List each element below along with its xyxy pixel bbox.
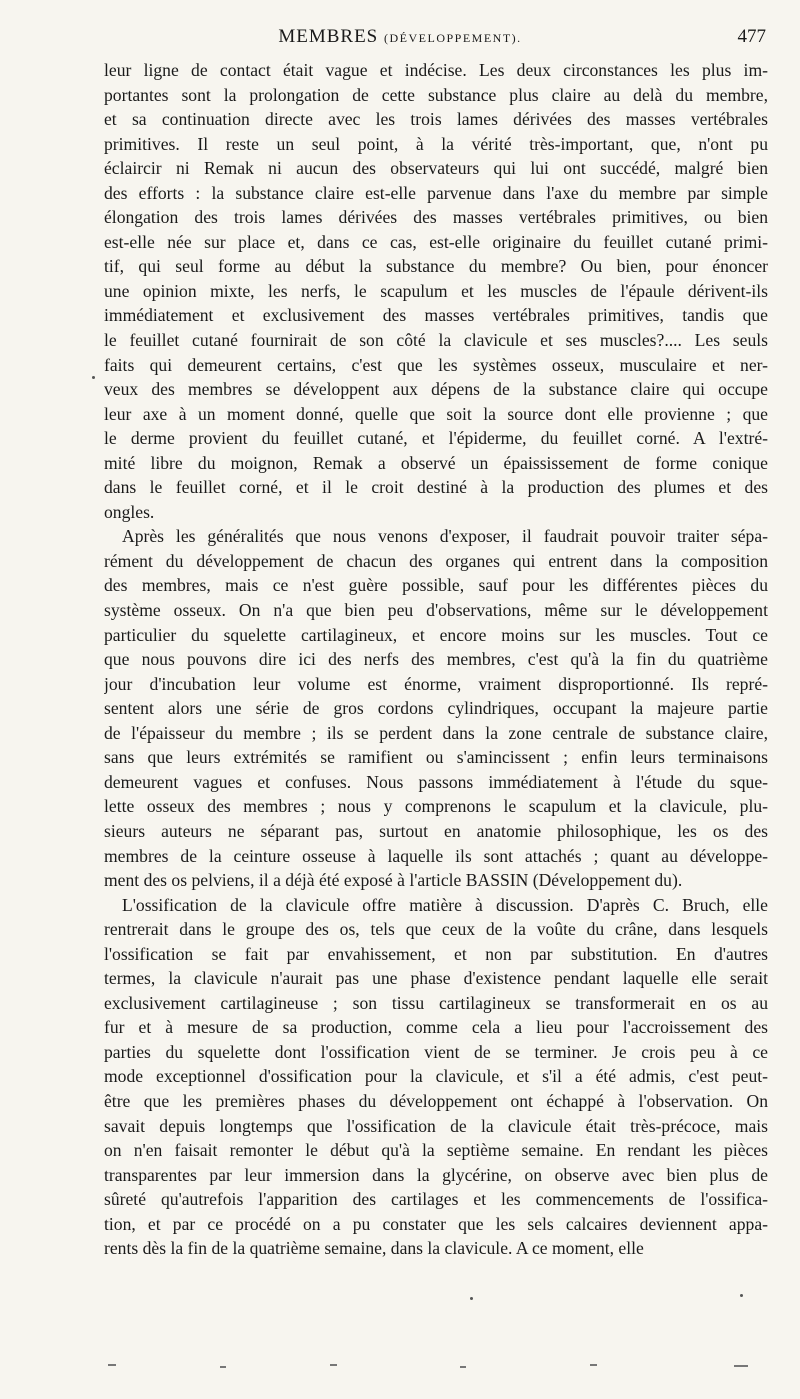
text-line: exclusivement cartilagineuse ; son tissu cartilagineux se transformerait en os au <box>104 992 768 1013</box>
text-line: savait depuis longtemps que l'ossification de la clavicule était très-précoce, mais <box>104 1115 768 1136</box>
text-line: est-elle née sur place et, dans ce cas, est-elle originaire du feuillet cutané primi- <box>104 231 768 252</box>
text-line: on n'en faisait remonter le début qu'à la septième semaine. En rendant les pièces <box>104 1140 768 1161</box>
text-line: tion, et par ce procédé on a pu constater que les sels calcaires deviennent appa- <box>104 1213 768 1234</box>
text-line: membres de la ceinture osseuse à laquelle ils sont attachés ; quant au développe- <box>104 845 768 866</box>
print-speck <box>470 1297 473 1300</box>
text-line: mité libre du moignon, Remak a observé un épaississement de forme conique <box>104 452 768 473</box>
page-number: 477 <box>737 26 766 47</box>
text-line: rents dès la fin de la quatrième semaine, dans la clavicule. A ce moment, elle <box>104 1238 644 1259</box>
text-line: particulier du squelette cartilagineux, et encore moins sur les muscles. Tout ce <box>104 624 768 645</box>
text-line: dans le feuillet corné, et il le croit destiné à la production des plumes et des <box>104 477 768 498</box>
text-line: faits qui demeurent certains, c'est que les systèmes osseux, musculaire et ner- <box>104 354 768 375</box>
running-title-sub: (DÉVELOPPEMENT). <box>384 31 522 45</box>
running-title-main: MEMBRES <box>278 26 379 47</box>
text-line: sûreté qu'autrefois l'apparition des cartilages et les commencements de l'ossifica- <box>104 1189 768 1210</box>
print-speck <box>460 1366 466 1368</box>
text-line: portantes sont la prolongation de cette substance plus claire au delà du membre, <box>104 84 768 105</box>
text-line: ment des os pelviens, il a déjà été exposé à l'article BASSIN (Développement du). <box>104 870 683 891</box>
text-line: termes, la clavicule n'aurait pas une phase d'existence pendant laquelle elle serait <box>104 968 768 989</box>
print-speck <box>330 1364 337 1366</box>
text-line: élongation des trois lames dérivées des masses vertébrales primitives, ou bien <box>104 207 768 228</box>
text-line: des membres, mais ce n'est guère possible, sauf pour les différentes pièces du <box>104 575 768 596</box>
text-line: lette osseux des membres ; nous y comprenons le scapulum et la clavicule, plu- <box>104 796 768 817</box>
text-line: et sa continuation directe avec les trois lames dérivées des masses vertébrales <box>104 109 768 130</box>
text-line: sieurs auteurs ne séparant pas, surtout en anatomie philosophique, les os des <box>104 820 768 841</box>
running-header <box>0 26 800 52</box>
text-line: l'ossification se fait par envahissement, et non par substitution. En d'autres <box>104 943 768 964</box>
text-line: une opinion mixte, les nerfs, le scapulum et les muscles de l'épaule dérivent-ils <box>104 280 768 301</box>
text-line: demeurent vagues et confuses. Nous passons immédiatement à l'étude du sque- <box>104 771 768 792</box>
running-title <box>0 26 800 48</box>
text-line: immédiatement et exclusivement des masses vertébrales primitives, tandis que <box>104 305 768 326</box>
text-line: être que les premières phases du développement ont échappé à l'observation. On <box>104 1090 768 1111</box>
text-line: transparentes par leur immersion dans la glycérine, on observe avec bien plus de <box>104 1164 768 1185</box>
text-line: que nous pouvons dire ici des nerfs des membres, c'est qu'à la fin du quatrième <box>104 649 768 670</box>
print-speck <box>92 376 95 379</box>
text-line: Après les généralités que nous venons d'exposer, il faudrait pouvoir traiter sépa- <box>122 526 768 547</box>
text-line: jour d'incubation leur volume est énorme, vraiment disproportionné. Ils repré- <box>104 673 768 694</box>
text-line: rément du développement de chacun des organes qui entrent dans la composition <box>104 550 768 571</box>
text-line: le derme provient du feuillet cutané, et l'épiderme, du feuillet corné. A l'extré- <box>104 428 768 449</box>
body-text <box>104 58 768 1261</box>
text-line: leur ligne de contact était vague et indécise. Les deux circonstances les plus im- <box>104 60 768 80</box>
text-line: le feuillet cutané fournirait de son côté la clavicule et ses muscles?.... Les seuls <box>104 330 768 351</box>
text-line: ongles. <box>104 501 155 522</box>
print-speck <box>220 1366 226 1368</box>
text-line: tif, qui seul forme au début la substance du membre? Ou bien, pour énoncer <box>104 256 768 277</box>
text-line: leur axe à un moment donné, quelle que soit la source dont elle provienne ; que <box>104 403 768 424</box>
text-line: des efforts : la substance claire est-elle parvenue dans l'axe du membre par simple <box>104 182 768 203</box>
text-line: rentrerait dans le groupe des os, tels que ceux de la voûte du crâne, dans lesquels <box>104 919 768 940</box>
print-speck <box>734 1365 748 1367</box>
text-line: éclaircir ni Remak ni aucun des observateurs qui lui ont succédé, malgré bien <box>104 158 768 179</box>
text-line: système osseux. On n'a que bien peu d'observations, même sur le développement <box>104 600 768 621</box>
print-speck <box>590 1364 597 1366</box>
text-line: L'ossification de la clavicule offre matière à discussion. D'après C. Bruch, elle <box>122 894 768 915</box>
print-speck <box>740 1294 743 1297</box>
text-line: veux des membres se développent aux dépens de la substance claire qui occupe <box>104 379 768 400</box>
text-line: primitives. Il reste un seul point, à la vérité très-important, que, n'ont pu <box>104 133 768 154</box>
text-line: sans que leurs extrémités se ramifient ou s'amincissent ; enfin leurs terminaisons <box>104 747 768 768</box>
text-line: fur et à mesure de sa production, comme cela a lieu pour l'accroissement des <box>104 1017 768 1038</box>
text-line: sentent alors une série de gros cordons cylindriques, occupant la majeure partie <box>104 698 768 719</box>
text-line: de l'épaisseur du membre ; ils se perdent dans la zone centrale de substance claire, <box>104 722 768 743</box>
print-speck <box>108 1364 116 1366</box>
text-line: mode exceptionnel d'ossification pour la clavicule, et s'il a été admis, c'est peut- <box>104 1066 768 1087</box>
text-line: parties du squelette dont l'ossification vient de se terminer. Je crois peu à ce <box>104 1041 768 1062</box>
